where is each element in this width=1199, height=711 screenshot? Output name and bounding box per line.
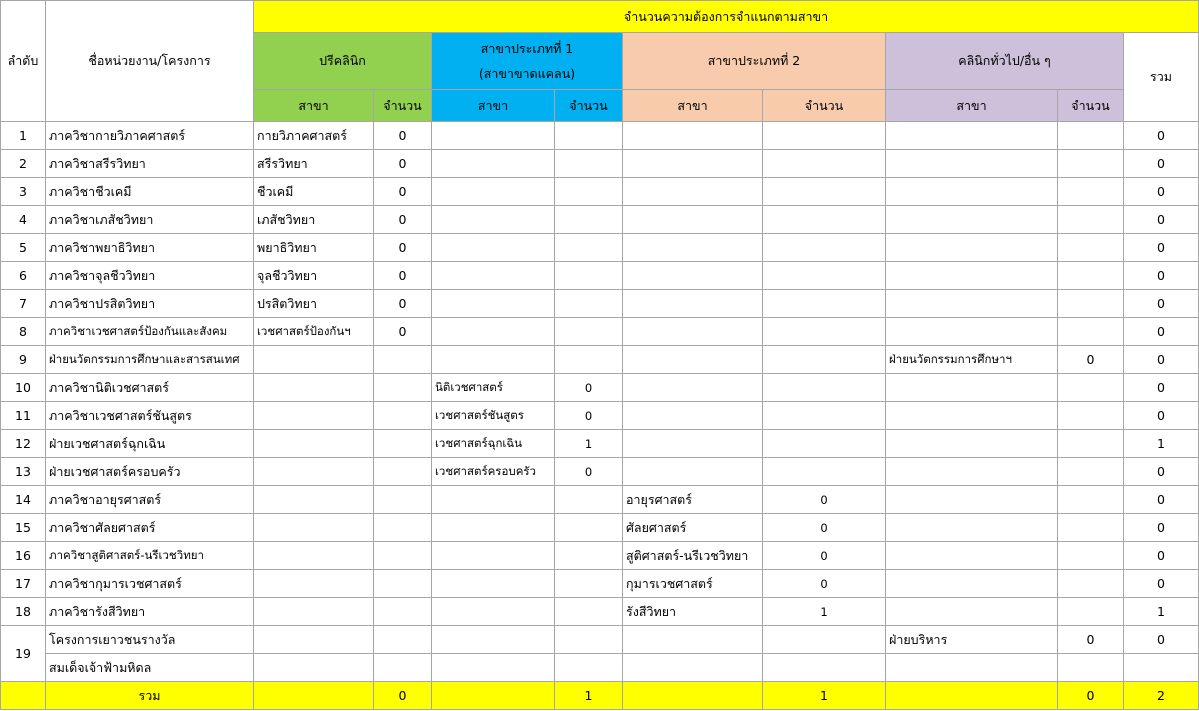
type1-header-line1: สาขาประเภทที่ 1 bbox=[480, 41, 574, 56]
cell-type2-branch bbox=[623, 346, 763, 374]
cell-general-count bbox=[1058, 290, 1124, 318]
cell-general-branch bbox=[886, 290, 1058, 318]
cell-no: 3 bbox=[1, 178, 46, 206]
cell-preclinic-branch bbox=[254, 598, 374, 626]
cell-type1-branch bbox=[432, 542, 555, 570]
cell-type2-branch: กุมารเวชศาสตร์ bbox=[623, 570, 763, 598]
cell-general-count bbox=[1058, 570, 1124, 598]
cell-total: 0 bbox=[1124, 570, 1199, 598]
cell-type1-count bbox=[555, 318, 623, 346]
cell-general-branch: ฝ่ายนวัตกรรมการศึกษาฯ bbox=[886, 346, 1058, 374]
cell-preclinic-branch bbox=[254, 542, 374, 570]
cell-type2-branch bbox=[623, 178, 763, 206]
cell-no: 4 bbox=[1, 206, 46, 234]
cell-total: 0 bbox=[1124, 290, 1199, 318]
cell-type2-branch bbox=[623, 290, 763, 318]
table-row bbox=[1, 374, 1199, 402]
cell-type2-count bbox=[763, 430, 886, 458]
cell-preclinic-branch bbox=[254, 570, 374, 598]
cell-empty bbox=[374, 654, 432, 682]
cell-preclinic-branch: ปรสิตวิทยา bbox=[254, 290, 374, 318]
cell-preclinic-branch bbox=[254, 402, 374, 430]
cell-total: 0 bbox=[1124, 318, 1199, 346]
cell-unit: ภาควิชาเวชศาสตร์ป้องกันและสังคม bbox=[46, 318, 254, 346]
table-row bbox=[1, 570, 1199, 598]
cell-total: 0 bbox=[1124, 234, 1199, 262]
cell-type2-branch: อายุรศาสตร์ bbox=[623, 486, 763, 514]
table-row bbox=[1, 458, 1199, 486]
table-row bbox=[1, 486, 1199, 514]
cell-total: 0 bbox=[1124, 262, 1199, 290]
cell-total: 0 bbox=[1124, 514, 1199, 542]
table-row bbox=[1, 318, 1199, 346]
cell-type1-branch bbox=[432, 290, 555, 318]
cell-type1-branch bbox=[432, 318, 555, 346]
cell-preclinic-branch: พยาธิวิทยา bbox=[254, 234, 374, 262]
cell-type1-branch bbox=[432, 178, 555, 206]
general-header: คลินิกทั่วไป/อื่น ๆ bbox=[886, 33, 1124, 90]
cell-total: 0 bbox=[1124, 206, 1199, 234]
cell-general-branch bbox=[886, 122, 1058, 150]
cell-preclinic-count: 0 bbox=[374, 150, 432, 178]
cell-type1-count bbox=[555, 206, 623, 234]
cell-type2-count bbox=[763, 374, 886, 402]
cell-preclinic-count bbox=[374, 486, 432, 514]
cell-no: 7 bbox=[1, 290, 46, 318]
cell-total: 0 bbox=[1124, 486, 1199, 514]
cell-type2-branch: ศัลยศาสตร์ bbox=[623, 514, 763, 542]
cell-preclinic-branch bbox=[254, 626, 374, 654]
cell-empty bbox=[1058, 654, 1124, 682]
cell-preclinic-branch: สรีรวิทยา bbox=[254, 150, 374, 178]
cell-total: 0 bbox=[1124, 374, 1199, 402]
cell-type2-count bbox=[763, 626, 886, 654]
cell-general-count bbox=[1058, 122, 1124, 150]
cell-preclinic-count bbox=[374, 514, 432, 542]
cell-preclinic-branch bbox=[254, 514, 374, 542]
cell-general-branch bbox=[886, 514, 1058, 542]
type2-branch-subheader: สาขา bbox=[623, 90, 763, 122]
cell-unit: ภาควิชาเภสัชวิทยา bbox=[46, 206, 254, 234]
cell-general-count bbox=[1058, 234, 1124, 262]
cell-no: 8 bbox=[1, 318, 46, 346]
cell-total: 0 bbox=[1124, 402, 1199, 430]
cell-general-branch bbox=[886, 206, 1058, 234]
cell-type1-branch bbox=[432, 122, 555, 150]
cell-general-count bbox=[1058, 542, 1124, 570]
cell-no: 18 bbox=[1, 598, 46, 626]
cell-preclinic-branch: กายวิภาคศาสตร์ bbox=[254, 122, 374, 150]
cell-unit: ภาควิชาสรีรวิทยา bbox=[46, 150, 254, 178]
type2-count-subheader: จำนวน bbox=[763, 90, 886, 122]
general-count-subheader: จำนวน bbox=[1058, 90, 1124, 122]
cell-preclinic-count bbox=[374, 430, 432, 458]
cell-type2-branch bbox=[623, 458, 763, 486]
cell-type2-count bbox=[763, 346, 886, 374]
cell-total: 1 bbox=[1124, 598, 1199, 626]
table-row bbox=[1, 402, 1199, 430]
table-row bbox=[1, 654, 1199, 682]
cell-type1-branch bbox=[432, 346, 555, 374]
table-row bbox=[1, 234, 1199, 262]
table-row bbox=[1, 290, 1199, 318]
cell-unit: ฝ่ายเวชศาสตร์ครอบครัว bbox=[46, 458, 254, 486]
cell-general-count bbox=[1058, 430, 1124, 458]
cell-empty bbox=[254, 654, 374, 682]
type1-header-line2: (สาขาขาดแคลน) bbox=[478, 66, 576, 81]
cell-unit: ภาควิชานิติเวชศาสตร์ bbox=[46, 374, 254, 402]
cell-unit: ภาควิชาจุลชีววิทยา bbox=[46, 262, 254, 290]
type2-header: สาขาประเภทที่ 2 bbox=[623, 33, 886, 90]
cell-preclinic-branch bbox=[254, 430, 374, 458]
cell-general-branch bbox=[886, 486, 1058, 514]
cell-total: 0 bbox=[1124, 346, 1199, 374]
totals-preclinic-count: 0 bbox=[374, 682, 432, 710]
cell-preclinic-branch bbox=[254, 682, 374, 710]
cell-general-branch bbox=[886, 682, 1058, 710]
cell-total: 0 bbox=[1124, 626, 1199, 654]
cell-empty bbox=[1124, 654, 1199, 682]
cell-general-count bbox=[1058, 486, 1124, 514]
cell-type2-branch bbox=[623, 374, 763, 402]
table-row bbox=[1, 178, 1199, 206]
cell-type2-branch bbox=[623, 318, 763, 346]
totals-type1-count: 1 bbox=[555, 682, 623, 710]
cell-preclinic-branch bbox=[254, 458, 374, 486]
cell-preclinic-count: 0 bbox=[374, 122, 432, 150]
cell-general-count bbox=[1058, 374, 1124, 402]
cell-type2-count bbox=[763, 234, 886, 262]
cell-total: 0 bbox=[1124, 178, 1199, 206]
cell-preclinic-count bbox=[374, 626, 432, 654]
cell-type1-branch bbox=[432, 150, 555, 178]
cell-total: 0 bbox=[1124, 122, 1199, 150]
cell-empty bbox=[763, 654, 886, 682]
cell-no: 15 bbox=[1, 514, 46, 542]
cell-general-branch bbox=[886, 598, 1058, 626]
cell-type1-count bbox=[555, 514, 623, 542]
type1-count-subheader: จำนวน bbox=[555, 90, 623, 122]
cell-type1-count: 0 bbox=[555, 402, 623, 430]
cell-type1-branch bbox=[432, 514, 555, 542]
table-row bbox=[1, 430, 1199, 458]
cell-general-branch bbox=[886, 402, 1058, 430]
cell-general-count bbox=[1058, 514, 1124, 542]
cell-type1-count bbox=[555, 150, 623, 178]
cell-no: 14 bbox=[1, 486, 46, 514]
cell-general-branch bbox=[886, 178, 1058, 206]
cell-no: 16 bbox=[1, 542, 46, 570]
cell-type2-count bbox=[763, 290, 886, 318]
cell-general-count bbox=[1058, 318, 1124, 346]
cell-general-count bbox=[1058, 150, 1124, 178]
cell-type2-count bbox=[763, 150, 886, 178]
cell-type1-count bbox=[555, 178, 623, 206]
cell-unit-continued: สมเด็จเจ้าฟ้ามหิดล bbox=[46, 654, 254, 682]
type1-branch-subheader: สาขา bbox=[432, 90, 555, 122]
table-row bbox=[1, 346, 1199, 374]
cell-preclinic-count: 0 bbox=[374, 234, 432, 262]
unit-header: ชื่อหน่วยงาน/โครงการ bbox=[46, 1, 254, 122]
cell-type2-count bbox=[763, 206, 886, 234]
cell-general-count bbox=[1058, 206, 1124, 234]
cell-preclinic-count: 0 bbox=[374, 318, 432, 346]
cell-unit: ฝ่ายนวัตกรรมการศึกษาและสารสนเทศ bbox=[46, 346, 254, 374]
cell-general-branch bbox=[886, 542, 1058, 570]
cell-preclinic-count bbox=[374, 570, 432, 598]
totals-type2-count: 1 bbox=[763, 682, 886, 710]
table-row bbox=[1, 626, 1199, 654]
cell-general-branch bbox=[886, 430, 1058, 458]
cell-type1-branch bbox=[432, 234, 555, 262]
cell-general-branch bbox=[886, 458, 1058, 486]
cell-preclinic-branch bbox=[254, 486, 374, 514]
preclinic-header: ปรีคลินิก bbox=[254, 33, 432, 90]
cell-unit: ภาควิชาอายุรศาสตร์ bbox=[46, 486, 254, 514]
cell-type1-count bbox=[555, 486, 623, 514]
table-row bbox=[1, 542, 1199, 570]
cell-type1-count bbox=[555, 234, 623, 262]
cell-preclinic-branch: เภสัชวิทยา bbox=[254, 206, 374, 234]
cell-general-branch bbox=[886, 374, 1058, 402]
cell-type2-count: 0 bbox=[763, 570, 886, 598]
cell-empty bbox=[623, 654, 763, 682]
cell-type1-branch: นิติเวชศาสตร์ bbox=[432, 374, 555, 402]
cell-unit: ภาควิชารังสีวิทยา bbox=[46, 598, 254, 626]
seq-header: ลำดับ bbox=[1, 1, 46, 122]
totals-general-count: 0 bbox=[1058, 682, 1124, 710]
cell-unit: ภาควิชากุมารเวชศาสตร์ bbox=[46, 570, 254, 598]
table-row bbox=[1, 514, 1199, 542]
cell-type1-branch bbox=[432, 206, 555, 234]
cell-no: 12 bbox=[1, 430, 46, 458]
cell-type1-branch bbox=[432, 626, 555, 654]
cell-no: 6 bbox=[1, 262, 46, 290]
cell-total: 0 bbox=[1124, 458, 1199, 486]
cell-unit: ภาควิชาเวชศาสตร์ชันสูตร bbox=[46, 402, 254, 430]
cell-type2-count: 0 bbox=[763, 514, 886, 542]
cell-total: 1 bbox=[1124, 430, 1199, 458]
cell-no: 11 bbox=[1, 402, 46, 430]
cell-type1-count bbox=[555, 598, 623, 626]
table-row bbox=[1, 206, 1199, 234]
cell-preclinic-count bbox=[374, 598, 432, 626]
cell-type2-branch bbox=[623, 150, 763, 178]
cell-no: 19 bbox=[1, 626, 46, 682]
cell-empty bbox=[886, 654, 1058, 682]
cell-unit: ภาควิชาปรสิตวิทยา bbox=[46, 290, 254, 318]
cell-unit: ภาควิชาศัลยศาสตร์ bbox=[46, 514, 254, 542]
preclinic-count-subheader: จำนวน bbox=[374, 90, 432, 122]
cell-type2-count: 1 bbox=[763, 598, 886, 626]
group-title-header: จำนวนความต้องการจำแนกตามสาขา bbox=[254, 1, 1199, 33]
cell-general-count: 0 bbox=[1058, 346, 1124, 374]
cell-type1-count bbox=[555, 542, 623, 570]
table-row bbox=[1, 598, 1199, 626]
totals-label: รวม bbox=[46, 682, 254, 710]
cell-no: 1 bbox=[1, 122, 46, 150]
type1-header bbox=[432, 33, 623, 90]
cell-type1-count bbox=[555, 570, 623, 598]
cell-type2-branch: สูติศาสตร์-นรีเวชวิทยา bbox=[623, 542, 763, 570]
cell-type1-count bbox=[555, 262, 623, 290]
cell-empty bbox=[555, 654, 623, 682]
cell-preclinic-count bbox=[374, 374, 432, 402]
cell-type1-count: 0 bbox=[555, 374, 623, 402]
cell-preclinic-count: 0 bbox=[374, 290, 432, 318]
cell-type2-branch bbox=[623, 122, 763, 150]
cell-no: 2 bbox=[1, 150, 46, 178]
cell-preclinic-branch bbox=[254, 346, 374, 374]
cell-general-count bbox=[1058, 262, 1124, 290]
cell-preclinic-branch bbox=[254, 374, 374, 402]
cell-general-count bbox=[1058, 178, 1124, 206]
cell-type2-count: 0 bbox=[763, 542, 886, 570]
cell-type1-branch: เวชศาสตร์ครอบครัว bbox=[432, 458, 555, 486]
cell-preclinic-count bbox=[374, 458, 432, 486]
cell-type2-count bbox=[763, 458, 886, 486]
cell-no: 10 bbox=[1, 374, 46, 402]
cell-type1-count bbox=[555, 122, 623, 150]
cell-type1-count bbox=[555, 626, 623, 654]
totals-row bbox=[1, 682, 1199, 710]
cell-general-branch bbox=[886, 150, 1058, 178]
cell-unit: ภาควิชาชีวเคมี bbox=[46, 178, 254, 206]
cell-total: 0 bbox=[1124, 150, 1199, 178]
cell-preclinic-count bbox=[374, 402, 432, 430]
cell-type2-count bbox=[763, 402, 886, 430]
cell-type2-branch bbox=[623, 206, 763, 234]
cell-preclinic-count: 0 bbox=[374, 178, 432, 206]
cell-type1-branch: เวชศาสตร์ฉุกเฉิน bbox=[432, 430, 555, 458]
cell-total: 0 bbox=[1124, 542, 1199, 570]
table-row bbox=[1, 122, 1199, 150]
cell-type1-branch: เวชศาสตร์ชันสูตร bbox=[432, 402, 555, 430]
cell-general-branch bbox=[886, 234, 1058, 262]
cell-preclinic-branch: จุลชีววิทยา bbox=[254, 262, 374, 290]
cell-type1-branch bbox=[432, 598, 555, 626]
cell-preclinic-count bbox=[374, 346, 432, 374]
table-row bbox=[1, 150, 1199, 178]
totals-grand-total: 2 bbox=[1124, 682, 1199, 710]
cell-type2-branch bbox=[623, 402, 763, 430]
cell-type1-count bbox=[555, 290, 623, 318]
table-row bbox=[1, 262, 1199, 290]
cell-general-branch bbox=[886, 262, 1058, 290]
cell-unit: ฝ่ายเวชศาสตร์ฉุกเฉิน bbox=[46, 430, 254, 458]
cell-type2-branch bbox=[623, 234, 763, 262]
cell-general-count bbox=[1058, 598, 1124, 626]
cell-unit: ภาควิชาสูติศาสตร์-นรีเวชวิทยา bbox=[46, 542, 254, 570]
preclinic-branch-subheader: สาขา bbox=[254, 90, 374, 122]
cell-type2-count bbox=[763, 122, 886, 150]
cell-type1-branch bbox=[432, 570, 555, 598]
cell-general-branch bbox=[886, 570, 1058, 598]
cell-general-count bbox=[1058, 458, 1124, 486]
cell-type1-count: 1 bbox=[555, 430, 623, 458]
cell-type2-count bbox=[763, 262, 886, 290]
cell-type2-count bbox=[763, 318, 886, 346]
cell-no: 13 bbox=[1, 458, 46, 486]
cell-type2-branch bbox=[623, 682, 763, 710]
cell-type1-branch bbox=[432, 486, 555, 514]
cell-type2-count bbox=[763, 178, 886, 206]
cell-no: 5 bbox=[1, 234, 46, 262]
cell-type2-branch: รังสีวิทยา bbox=[623, 598, 763, 626]
cell-empty bbox=[432, 654, 555, 682]
cell-unit: โครงการเยาวชนรางวัล bbox=[46, 626, 254, 654]
cell-no: 17 bbox=[1, 570, 46, 598]
cell-preclinic-count bbox=[374, 542, 432, 570]
cell-type2-branch bbox=[623, 430, 763, 458]
cell-type2-branch bbox=[623, 626, 763, 654]
cell-unit: ภาควิชากายวิภาคศาสตร์ bbox=[46, 122, 254, 150]
cell-type1-count: 0 bbox=[555, 458, 623, 486]
cell-general-count bbox=[1058, 402, 1124, 430]
cell-type1-branch bbox=[432, 262, 555, 290]
cell-unit: ภาควิชาพยาธิวิทยา bbox=[46, 234, 254, 262]
cell-type1-branch bbox=[432, 682, 555, 710]
total-header: รวม bbox=[1124, 33, 1199, 122]
cell-no: 9 bbox=[1, 346, 46, 374]
cell-general-branch: ฝ่ายบริหาร bbox=[886, 626, 1058, 654]
cell-general-count: 0 bbox=[1058, 626, 1124, 654]
cell-type2-count: 0 bbox=[763, 486, 886, 514]
cell-general-branch bbox=[886, 318, 1058, 346]
cell-preclinic-count: 0 bbox=[374, 262, 432, 290]
cell-preclinic-branch: เวชศาสตร์ป้องกันฯ bbox=[254, 318, 374, 346]
cell-preclinic-count: 0 bbox=[374, 206, 432, 234]
cell-preclinic-branch: ชีวเคมี bbox=[254, 178, 374, 206]
general-branch-subheader: สาขา bbox=[886, 90, 1058, 122]
cell-type2-branch bbox=[623, 262, 763, 290]
cell-no bbox=[1, 682, 46, 710]
cell-type1-count bbox=[555, 346, 623, 374]
